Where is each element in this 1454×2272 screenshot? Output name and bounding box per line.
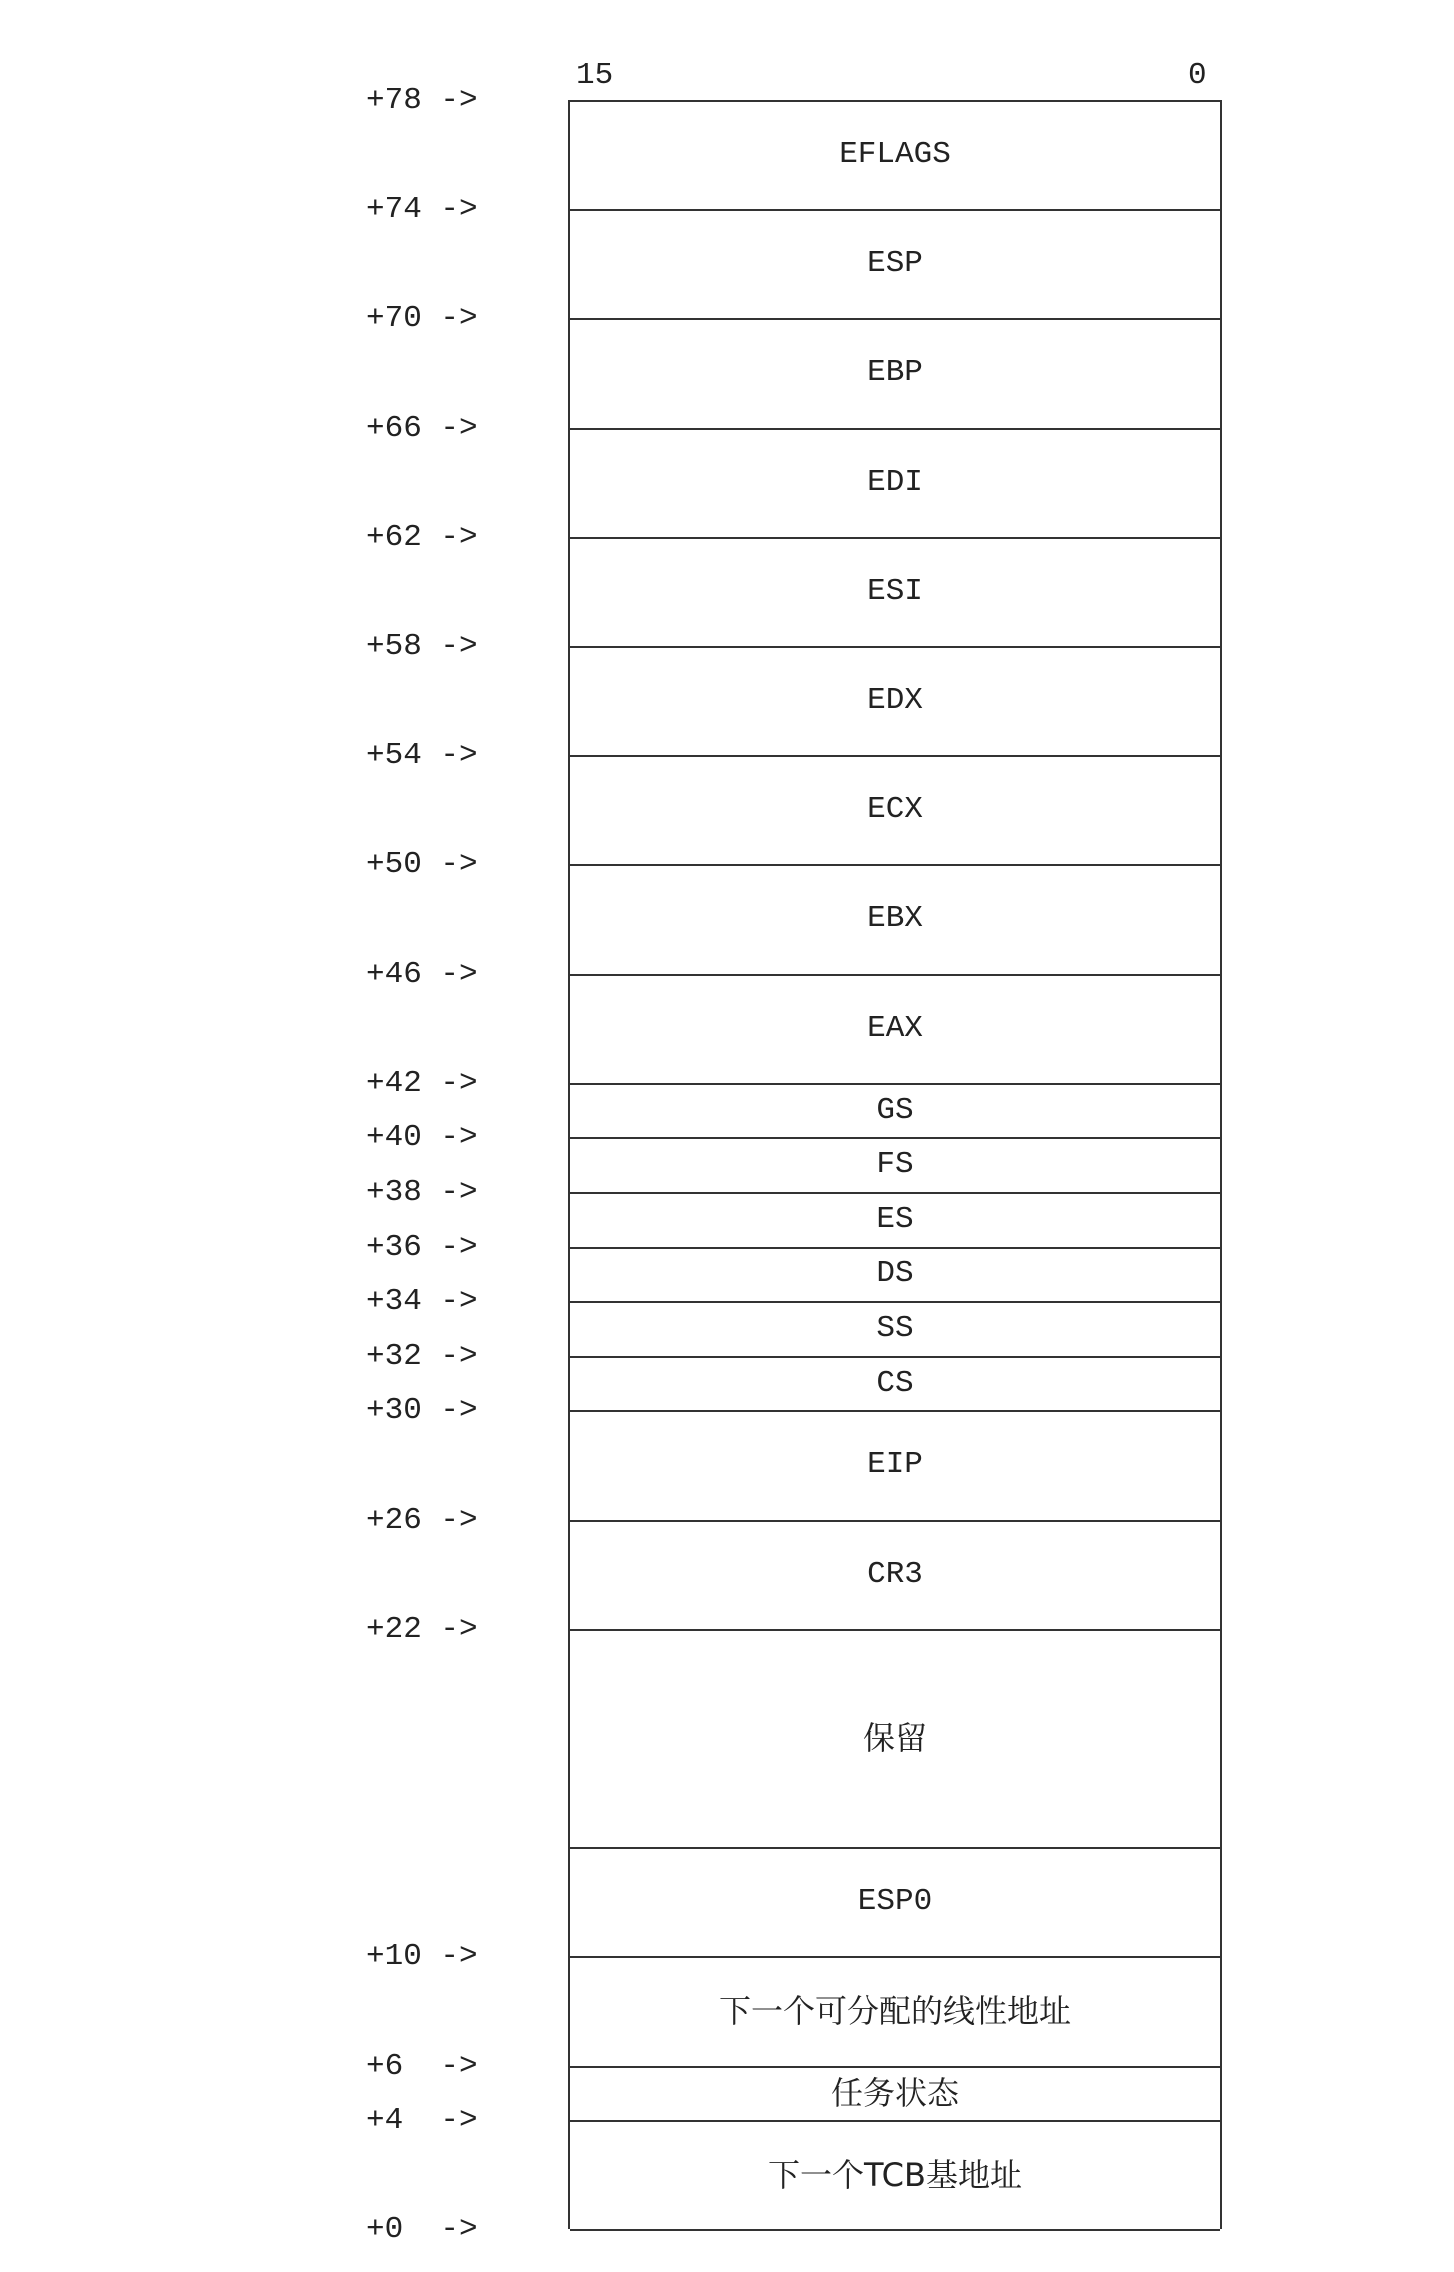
- field-1: ESP: [570, 209, 1220, 320]
- offset-label: +74 ->: [366, 192, 478, 228]
- offset-label: +38 ->: [366, 1175, 478, 1210]
- bit-label-low: 0: [1188, 58, 1207, 93]
- offset-label: +42 ->: [366, 1065, 478, 1101]
- field-0: EFLAGS: [570, 100, 1220, 211]
- field-6: ECX: [570, 755, 1220, 866]
- field-4: ESI: [570, 537, 1220, 648]
- offset-label: +58 ->: [366, 629, 478, 664]
- field-8: EAX: [570, 974, 1220, 1085]
- offset-label: +26 ->: [366, 1502, 478, 1538]
- bit-label-high: 15: [576, 58, 614, 93]
- offset-label: +70 ->: [366, 301, 478, 337]
- offset-label: +6 ->: [366, 2048, 478, 2084]
- field-5: EDX: [570, 646, 1220, 757]
- offset-label: +50 ->: [366, 847, 478, 883]
- offset-label: +46 ->: [366, 956, 478, 992]
- offset-label: +0 ->: [366, 2212, 478, 2248]
- field-15: EIP: [570, 1410, 1220, 1521]
- offset-label: +36 ->: [366, 1229, 478, 1265]
- offset-label: +32 ->: [366, 1338, 478, 1374]
- offset-label: +66 ->: [366, 410, 478, 446]
- offset-label: +30 ->: [366, 1393, 478, 1429]
- offset-label: +62 ->: [366, 519, 478, 555]
- offset-label: +54 ->: [366, 738, 478, 774]
- field-14: CS: [570, 1356, 1220, 1413]
- field-20: 任务状态: [570, 2066, 1220, 2123]
- field-18: ESP0: [570, 1847, 1220, 1958]
- field-11: ES: [570, 1192, 1220, 1249]
- field-21: 下一个TCB基地址: [570, 2120, 1220, 2231]
- field-2: EBP: [570, 318, 1220, 429]
- offset-label: +10 ->: [366, 1939, 478, 1975]
- field-16: CR3: [570, 1520, 1220, 1631]
- field-9: GS: [570, 1083, 1220, 1140]
- field-17: 保留: [570, 1629, 1220, 1849]
- field-10: FS: [570, 1137, 1220, 1194]
- field-3: EDI: [570, 428, 1220, 539]
- offset-label: +22 ->: [366, 1611, 478, 1647]
- field-13: SS: [570, 1301, 1220, 1358]
- offset-label: +40 ->: [366, 1120, 478, 1156]
- field-12: DS: [570, 1247, 1220, 1304]
- offset-label: +4 ->: [366, 2103, 478, 2139]
- field-19: 下一个可分配的线性地址: [570, 1956, 1220, 2067]
- offset-label: +34 ->: [366, 1284, 478, 1320]
- field-7: EBX: [570, 864, 1220, 975]
- offset-label: +78 ->: [366, 83, 478, 118]
- tcb-field-table: [568, 100, 1222, 2229]
